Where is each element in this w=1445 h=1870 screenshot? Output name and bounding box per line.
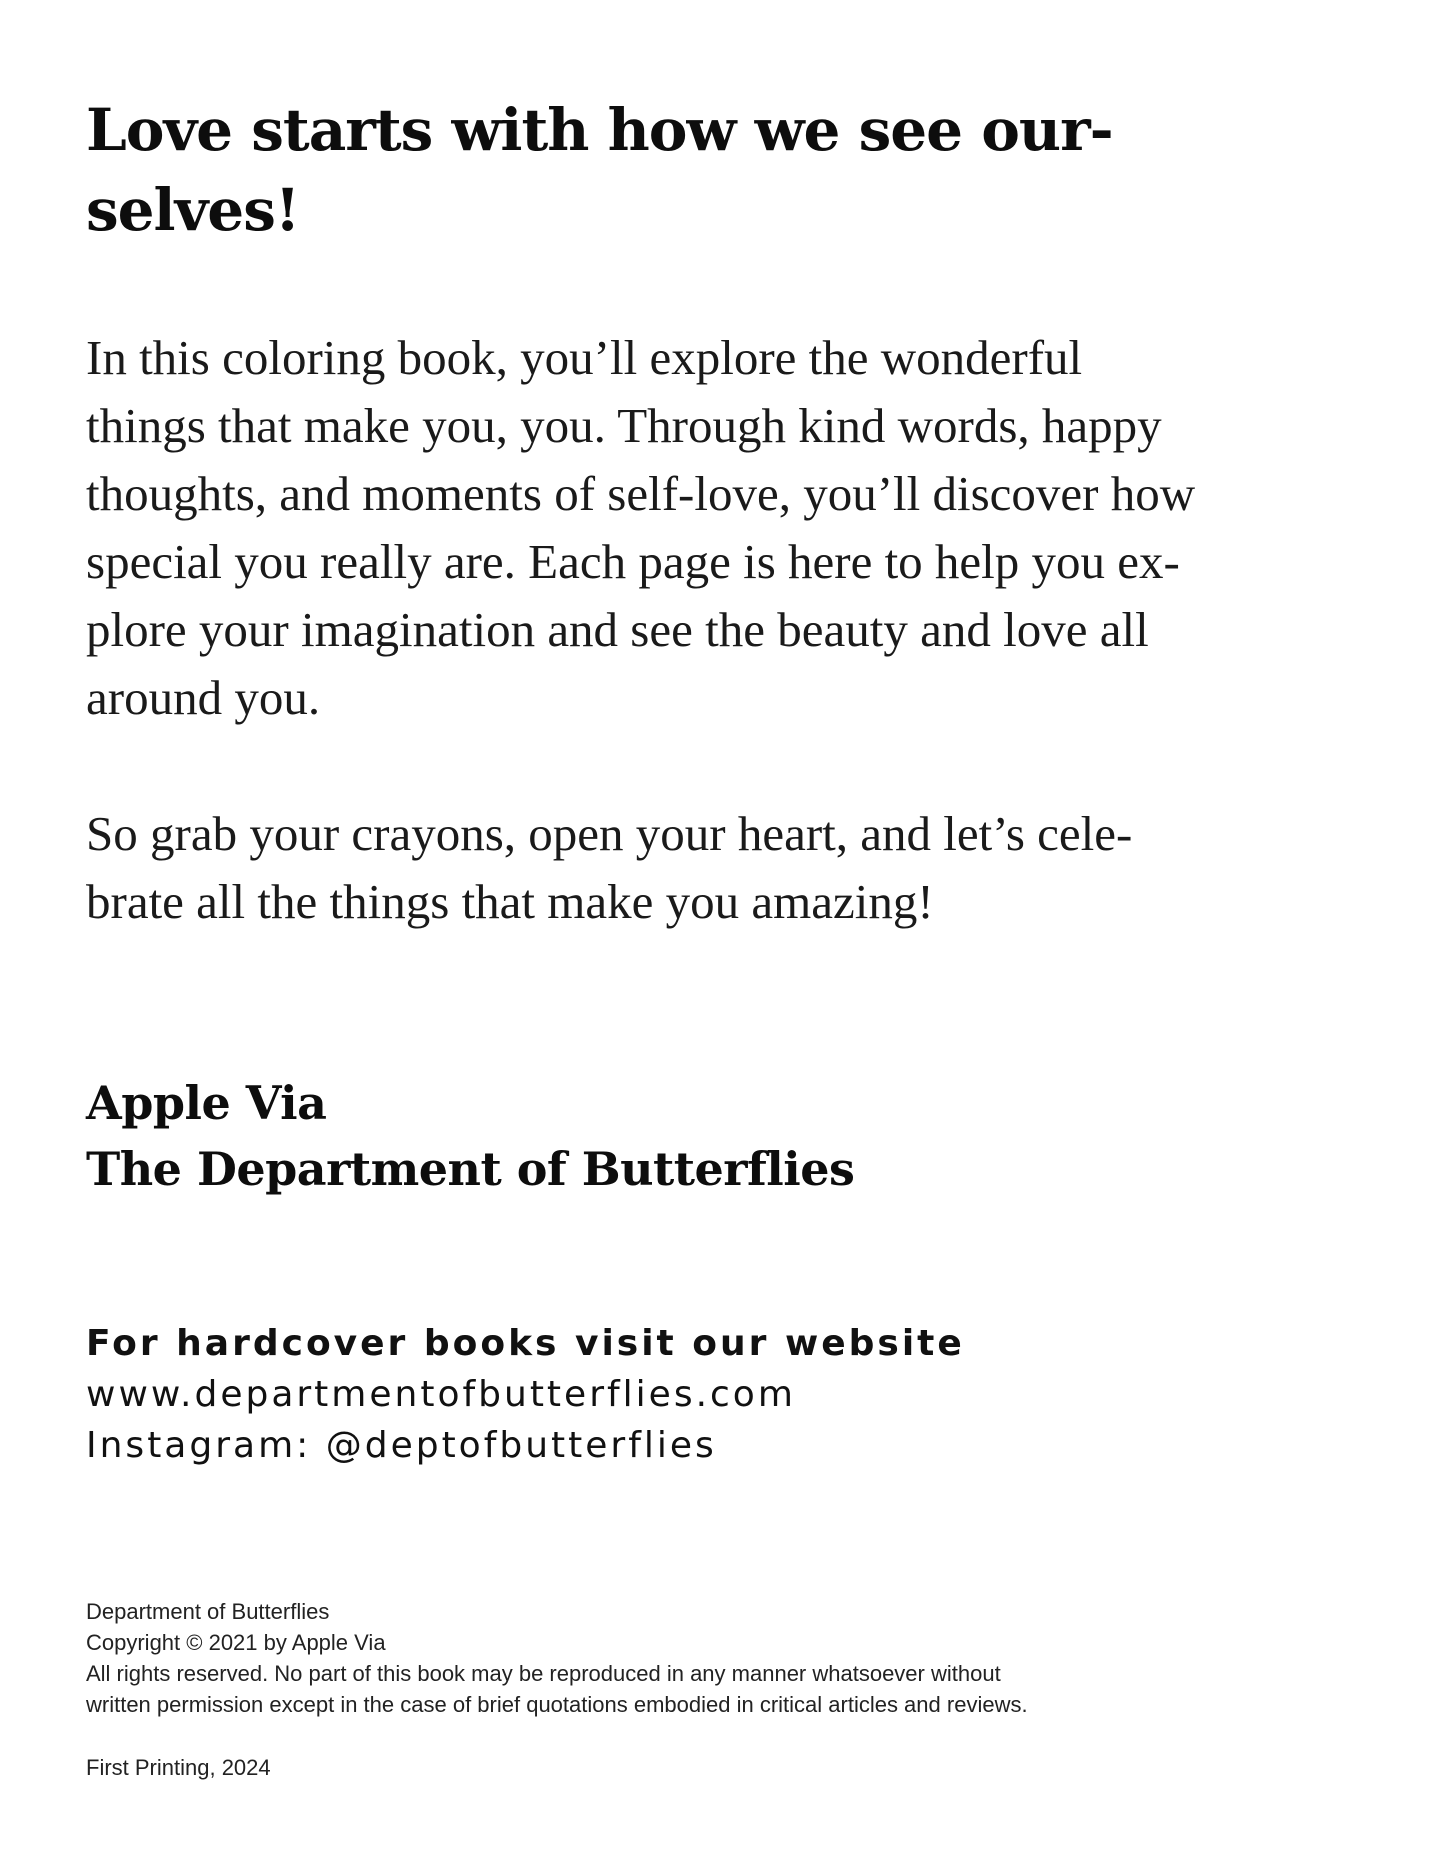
author-signature (86, 1070, 854, 1202)
intro-paragraph (86, 324, 1195, 732)
intro-line: things that make you, you. Through kind words, happy (86, 398, 1162, 453)
copyright-line: Copyright © 2021 by Apple Via (86, 1630, 386, 1655)
title-line: Love starts with how we see our- (86, 96, 1113, 164)
closing-line: brate all the things that make you amazing! (86, 874, 934, 929)
page-title (86, 90, 1113, 250)
printing-edition: First Printing, 2024 (86, 1755, 271, 1780)
closing-paragraph (86, 800, 1132, 936)
intro-line: thoughts, and moments of self-love, you’ll discover how (86, 466, 1196, 521)
closing-line: So grab your crayons, open your heart, and let’s cele- (86, 806, 1133, 861)
intro-line: In this coloring book, you’ll explore the wonderful (86, 330, 1083, 385)
title-line: selves! (86, 176, 300, 244)
website-heading: For hardcover books visit our website (86, 1323, 965, 1364)
organization-name: The Department of Butterflies (86, 1142, 855, 1196)
rights-line: All rights reserved. No part of this book may be reproduced in any manner whatsoever without (86, 1661, 1001, 1686)
website-info (86, 1318, 965, 1471)
intro-line: plore your imagination and see the beauty and love all (86, 602, 1149, 657)
website-url: www.departmentofbutterflies.com (86, 1374, 796, 1415)
rights-line: written permission except in the case of brief quotations embodied in critical articles and reviews. (86, 1692, 1028, 1717)
intro-line: around you. (86, 670, 321, 725)
intro-line: special you really are. Each page is here to help you ex- (86, 534, 1180, 589)
author-name: Apple Via (86, 1076, 327, 1130)
instagram-handle: Instagram: @deptofbutterflies (86, 1425, 717, 1466)
copyright-block (86, 1596, 1028, 1720)
publisher-name: Department of Butterflies (86, 1599, 330, 1624)
